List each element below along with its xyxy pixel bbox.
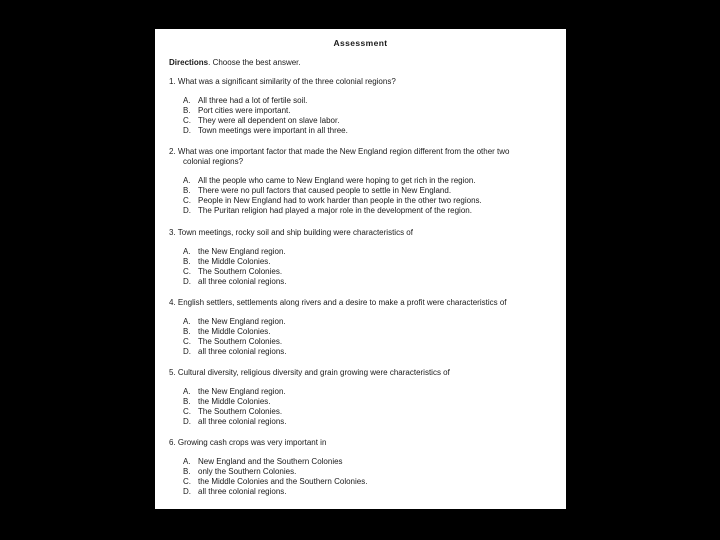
option-text: all three colonial regions.: [198, 347, 287, 356]
option-text: the Middle Colonies.: [198, 397, 271, 406]
option-b: [183, 186, 559, 196]
question-3: [169, 228, 559, 287]
option-letter: D.: [183, 126, 191, 135]
option-text: the Middle Colonies and the Southern Colonies.: [198, 477, 368, 486]
option-letter: A.: [183, 247, 191, 256]
option-letter: B.: [183, 327, 191, 336]
option-text: all three colonial regions.: [198, 487, 287, 496]
question-2: [169, 147, 559, 216]
option-list: [169, 457, 559, 497]
option-letter: C.: [183, 267, 191, 276]
option-letter: C.: [183, 337, 191, 346]
option-text: The Southern Colonies.: [198, 407, 283, 416]
option-text: the New England region.: [198, 387, 286, 396]
option-letter: A.: [183, 96, 191, 105]
option-b: [183, 467, 559, 477]
option-letter: D.: [183, 277, 191, 286]
option-text: the New England region.: [198, 317, 286, 326]
option-list: [169, 317, 559, 357]
option-letter: C.: [183, 196, 191, 205]
option-letter: C.: [183, 477, 191, 486]
option-list: [169, 387, 559, 427]
question-stem-continued: colonial regions?: [183, 157, 244, 166]
option-d: [183, 206, 559, 216]
option-c: [183, 477, 559, 487]
question-stem: 3. Town meetings, rocky soil and ship building were characteristics of: [169, 228, 413, 237]
option-b: [183, 257, 559, 267]
option-c: [183, 116, 559, 126]
directions-text: . Choose the best answer.: [208, 58, 301, 67]
option-text: People in New England had to work harder than people in the other two regions.: [198, 196, 482, 205]
option-a: [183, 247, 559, 257]
option-a: [183, 317, 559, 327]
option-text: New England and the Southern Colonies: [198, 457, 343, 466]
page-title: Assessment: [333, 38, 388, 48]
option-list: [169, 96, 559, 136]
option-letter: D.: [183, 417, 191, 426]
option-letter: B.: [183, 397, 191, 406]
option-c: [183, 337, 559, 347]
option-letter: B.: [183, 106, 191, 115]
document-page: [155, 29, 566, 509]
option-text: There were no pull factors that caused people to settle in New England.: [198, 186, 452, 195]
option-text: the New England region.: [198, 247, 286, 256]
option-letter: C.: [183, 407, 191, 416]
option-letter: A.: [183, 176, 191, 185]
option-letter: B.: [183, 186, 191, 195]
option-d: [183, 126, 559, 136]
question-6: [169, 438, 559, 497]
option-letter: D.: [183, 206, 191, 215]
option-letter: A.: [183, 317, 191, 326]
option-b: [183, 327, 559, 337]
question-stem: 2. What was one important factor that made the New England region different from the other two: [169, 147, 510, 156]
option-list: [169, 247, 559, 287]
option-text: The Southern Colonies.: [198, 337, 283, 346]
option-d: [183, 347, 559, 357]
option-letter: B.: [183, 257, 191, 266]
option-c: [183, 407, 559, 417]
option-d: [183, 277, 559, 287]
option-c: [183, 267, 559, 277]
option-text: All three had a lot of fertile soil.: [198, 96, 308, 105]
question-stem: 6. Growing cash crops was very important in: [169, 438, 327, 447]
option-letter: B.: [183, 467, 191, 476]
option-a: [183, 387, 559, 397]
option-text: The Puritan religion had played a major role in the development of the region.: [198, 206, 472, 215]
option-text: the Middle Colonies.: [198, 327, 271, 336]
option-text: They were all dependent on slave labor.: [198, 116, 340, 125]
option-text: Town meetings were important in all three.: [198, 126, 348, 135]
option-text: only the Southern Colonies.: [198, 467, 297, 476]
option-letter: C.: [183, 116, 191, 125]
question-stem: 4. English settlers, settlements along rivers and a desire to make a profit were characteristics of: [169, 298, 507, 307]
question-1: [169, 77, 559, 136]
option-text: the Middle Colonies.: [198, 257, 271, 266]
question-stem: 5. Cultural diversity, religious diversity and grain growing were characteristics of: [169, 368, 450, 377]
option-a: [183, 457, 559, 467]
option-a: [183, 96, 559, 106]
option-letter: D.: [183, 487, 191, 496]
option-a: [183, 176, 559, 186]
directions-label: Directions: [169, 58, 209, 67]
option-text: all three colonial regions.: [198, 277, 287, 286]
option-text: all three colonial regions.: [198, 417, 287, 426]
option-letter: A.: [183, 457, 191, 466]
question-4: [169, 298, 559, 357]
option-b: [183, 397, 559, 407]
option-text: Port cities were important.: [198, 106, 291, 115]
question-5: [169, 368, 559, 427]
option-list: [169, 176, 559, 216]
option-text: All the people who came to New England were hoping to get rich in the region.: [198, 176, 476, 185]
option-b: [183, 106, 559, 116]
option-c: [183, 196, 559, 206]
option-d: [183, 487, 559, 497]
option-text: The Southern Colonies.: [198, 267, 283, 276]
option-letter: A.: [183, 387, 191, 396]
directions: [169, 58, 301, 67]
question-stem: 1. What was a significant similarity of the three colonial regions?: [169, 77, 396, 86]
option-d: [183, 417, 559, 427]
option-letter: D.: [183, 347, 191, 356]
